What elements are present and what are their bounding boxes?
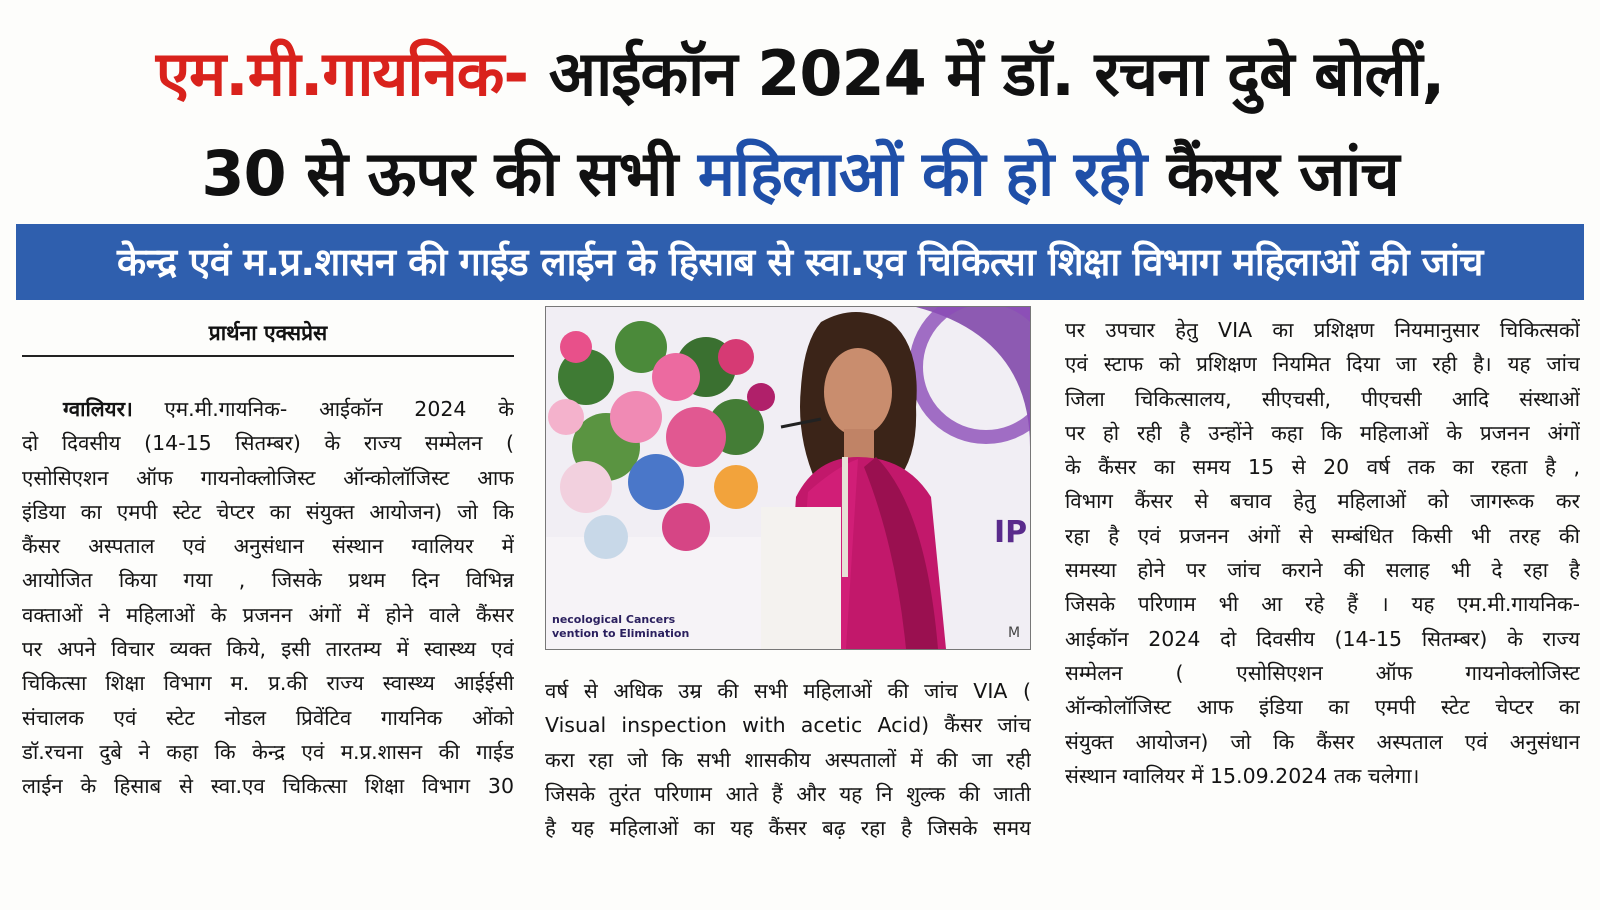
backdrop-logo-text: IP	[994, 515, 1028, 550]
article-line: वक्ताओं ने महिलाओं के प्रजनन अंगों में होने वाले कैंसर	[22, 602, 514, 627]
article-line: संयुक्त आयोजन) जो कि कैंसर अस्पताल एवं अनुसंधान	[1065, 729, 1580, 754]
speaker-photo	[545, 306, 1031, 650]
article-column-2	[545, 674, 1031, 845]
article-line: है यह महिलाओं का यह कैंसर बढ़ रहा है जिसके समय	[545, 816, 1031, 841]
first-line-text: एम.मी.गायनिक- आईकॉन 2024 के	[132, 397, 514, 421]
byline-rule	[22, 355, 514, 357]
article-line: विभाग कैंसर से बचाव हेतु महिलाओं को जागरूक कर	[1065, 489, 1580, 514]
article-line: Visual inspection with acetic Acid) कैंसर जांच	[545, 713, 1031, 738]
backdrop-corner-text: M	[1008, 625, 1021, 641]
article-line: जिसके तुरंत परिणाम आते हैं और यह नि शुल्क की जाती	[545, 781, 1031, 806]
article-line: के कैंसर का समय 15 से 20 वर्ष तक का रहता है ,	[1065, 455, 1580, 480]
banner-caption	[552, 613, 689, 641]
article-line: पर अपने विचार व्यक्त किये, इसी तारतम्य में स्वास्थ्य एवं	[22, 637, 514, 662]
article-line: दो दिवसीय (14-15 सितम्बर) के राज्य सम्मेलन (	[22, 431, 514, 456]
article-line: समस्या होने पर जांच कराने की सलाह भी दे रहा है	[1065, 558, 1580, 583]
article-column-3	[1065, 313, 1580, 793]
speaker-illustration	[546, 307, 1030, 649]
headline-line-1	[0, 28, 1600, 120]
article-line: कैंसर अस्पताल एवं अनुसंधान संस्थान ग्वालियर में	[22, 534, 514, 559]
article-line: रहा है एवं प्रजनन अंगों से सम्बंधित किसी भी तरह की	[1065, 523, 1580, 548]
headline-event-name: एम.मी.गायनिक-	[155, 37, 529, 110]
article-line: करा रहा जो कि सभी शासकीय अस्पतालों में की जा रही	[545, 747, 1031, 772]
headline-line-2-end: कैंसर जांच	[1146, 137, 1399, 210]
headline-line-2-start: 30 से ऊपर की सभी	[201, 137, 698, 210]
article-line: लाईन के हिसाब से स्वा.एव चिकित्सा शिक्षा विभाग 30	[22, 774, 514, 799]
dateline: ग्वालियर।	[63, 397, 133, 421]
subheadline-banner: केन्द्र एवं म.प्र.शासन की गाईड लाईन के हिसाब से स्वा.एव चिकित्सा शिक्षा विभाग महिलाओं की जांच	[16, 224, 1584, 300]
article-line: एसोसिएशन ऑफ गायनोक्लोजिस्ट ऑन्कोलॉजिस्ट आफ	[22, 465, 514, 490]
article-line: पर हो रही है उन्होंने कहा कि महिलाओं के प्रजनन अंगों	[1065, 420, 1580, 445]
article-column-1	[22, 392, 514, 804]
caption-line-2: vention to Elimination	[552, 627, 690, 640]
article-line: डॉ.रचना दुबे ने कहा कि केन्द्र एवं म.प्र.शासन की गाईड	[22, 739, 514, 764]
headline-line-1-rest: आईकॉन 2024 में डॉ. रचना दुबे बोलीं,	[528, 37, 1445, 110]
article-line: इंडिया का एमपी स्टेट चेप्टर का संयुक्त आयोजन) जो कि	[22, 499, 514, 524]
headline-line-2	[0, 128, 1600, 220]
article-first-line	[22, 392, 514, 426]
article-line: संस्थान ग्वालियर में 15.09.2024 तक चलेगा।	[1065, 763, 1420, 788]
article-line: चिकित्सा शिक्षा विभाग म. प्र.की राज्य स्वास्थ्य आईईसी	[22, 671, 514, 696]
article-line: वर्ष से अधिक उम्र की सभी महिलाओं की जांच VIA (	[545, 679, 1031, 703]
article-line: एवं स्टाफ को प्रशिक्षण नियमित दिया जा रही है। यह जांच	[1065, 352, 1580, 377]
article-line: संचालक एवं स्टेट नोडल प्रिवेंटिव गायनिक ओंको	[22, 705, 514, 730]
article-line: सम्मेलन ( एसोसिएशन ऑफ गायनोक्लोजिस्ट	[1065, 660, 1580, 685]
byline: प्रार्थना एक्सप्रेस	[208, 321, 328, 345]
article-line: आयोजित किया गया , जिसके प्रथम दिन विभिन्न	[22, 568, 514, 593]
headline-line-2-highlight: महिलाओं की हो रही	[697, 137, 1147, 210]
caption-line-1: necological Cancers	[552, 613, 676, 626]
article-line: पर उपचार हेतु VIA का प्रशिक्षण नियमानुसार चिकित्सकों	[1065, 318, 1580, 342]
article-line: आईकॉन 2024 दो दिवसीय (14-15 सितम्बर) के राज्य	[1065, 626, 1580, 651]
article-line: जिला चिकित्सालय, सीएचसी, पीएचसी आदि संस्थाओं	[1065, 386, 1580, 411]
article-line: ऑन्कोलॉजिस्ट आफ इंडिया का एमपी स्टेट चेप्टर का	[1065, 695, 1580, 720]
article-line: जिसके परिणाम भी आ रहे हैं । यह एम.मी.गायनिक-	[1065, 592, 1580, 617]
